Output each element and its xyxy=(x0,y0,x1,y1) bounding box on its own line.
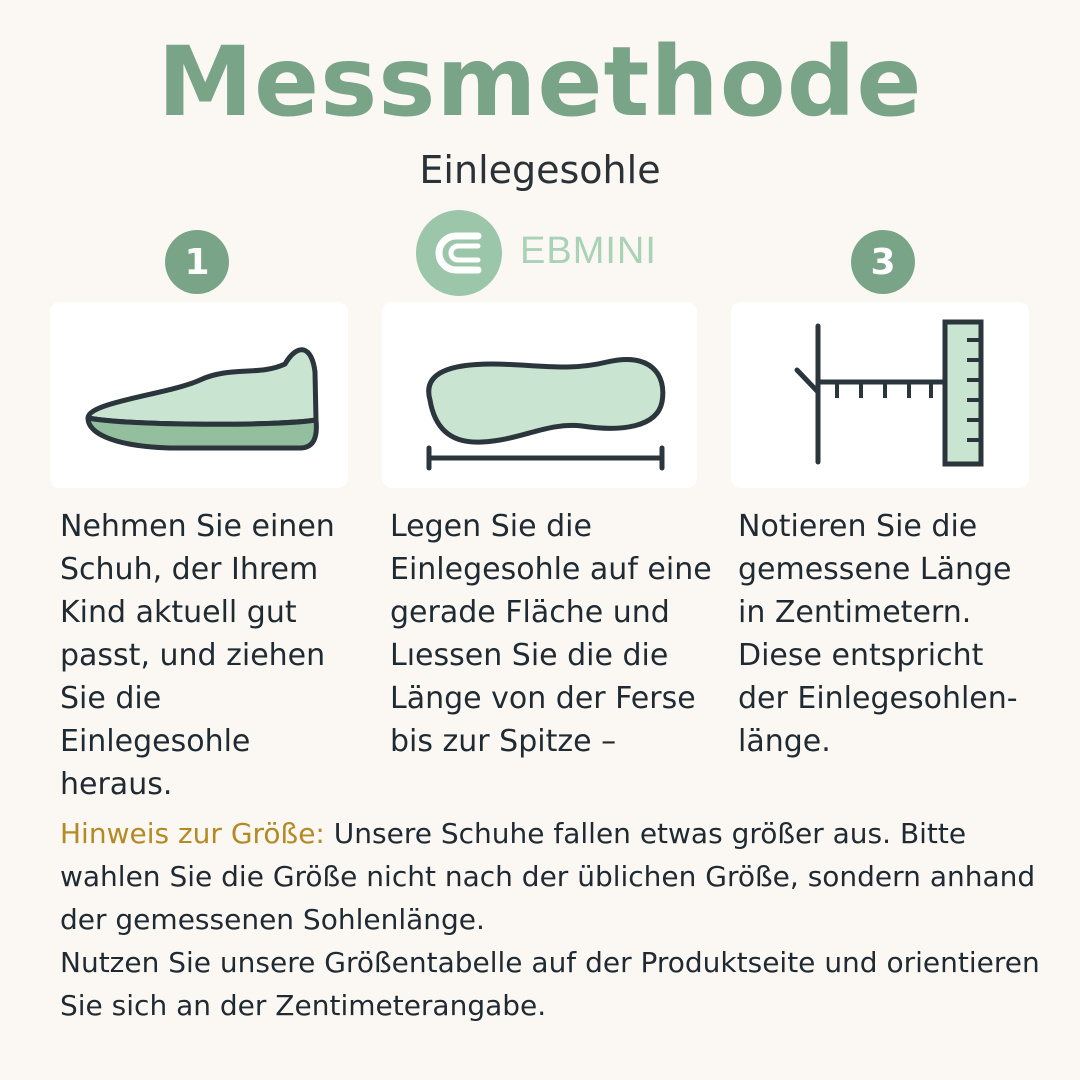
brand-name: EBMINI xyxy=(520,230,657,272)
logo-c-icon xyxy=(416,210,502,296)
step-3-card xyxy=(731,302,1029,488)
size-note-label: Hinweis zur Größe: xyxy=(60,817,325,850)
ruler-icon xyxy=(731,302,1029,488)
shoe-icon xyxy=(50,302,348,488)
step-1-card xyxy=(50,302,348,488)
size-note-text-2: Nutzen Sie unsere Größentabelle auf der Produktseite und orientieren Sie sich an der Zentimeterangabe. xyxy=(60,946,1040,1022)
page-title: Messmethode xyxy=(157,26,923,138)
step-2-card xyxy=(382,302,697,488)
page-subtitle: Einlegesohle xyxy=(419,148,661,192)
step-1-number: 1 xyxy=(165,230,229,294)
step-3-number: 3 xyxy=(851,230,915,294)
insole-icon xyxy=(382,302,697,488)
brand-logo xyxy=(416,210,686,296)
step-2-text: Legen Sie die Einlegesohle auf eine gerade Fläche und Lıessen Sie die die Länge von der Ferse bis zur Spitze – xyxy=(390,509,712,759)
step-3-text: Notieren Sie die gemessene Länge in Zentimetern. Diese entspricht der Einlegesohlen- länge. xyxy=(738,509,1018,759)
size-note-text: Unsere Schuhe fallen etwas größer aus. Bitte wahlen Sie die Größe nicht nach der üblichen Größe, sondern anhand der gemessenen Sohlenlänge. xyxy=(60,817,1036,936)
step-1-text: Nehmen Sie einen Schuh, der Ihrem Kind aktuell gut passt, und ziehen Sie die Einlegesohle heraus. xyxy=(60,509,335,802)
size-note xyxy=(60,812,1040,1027)
